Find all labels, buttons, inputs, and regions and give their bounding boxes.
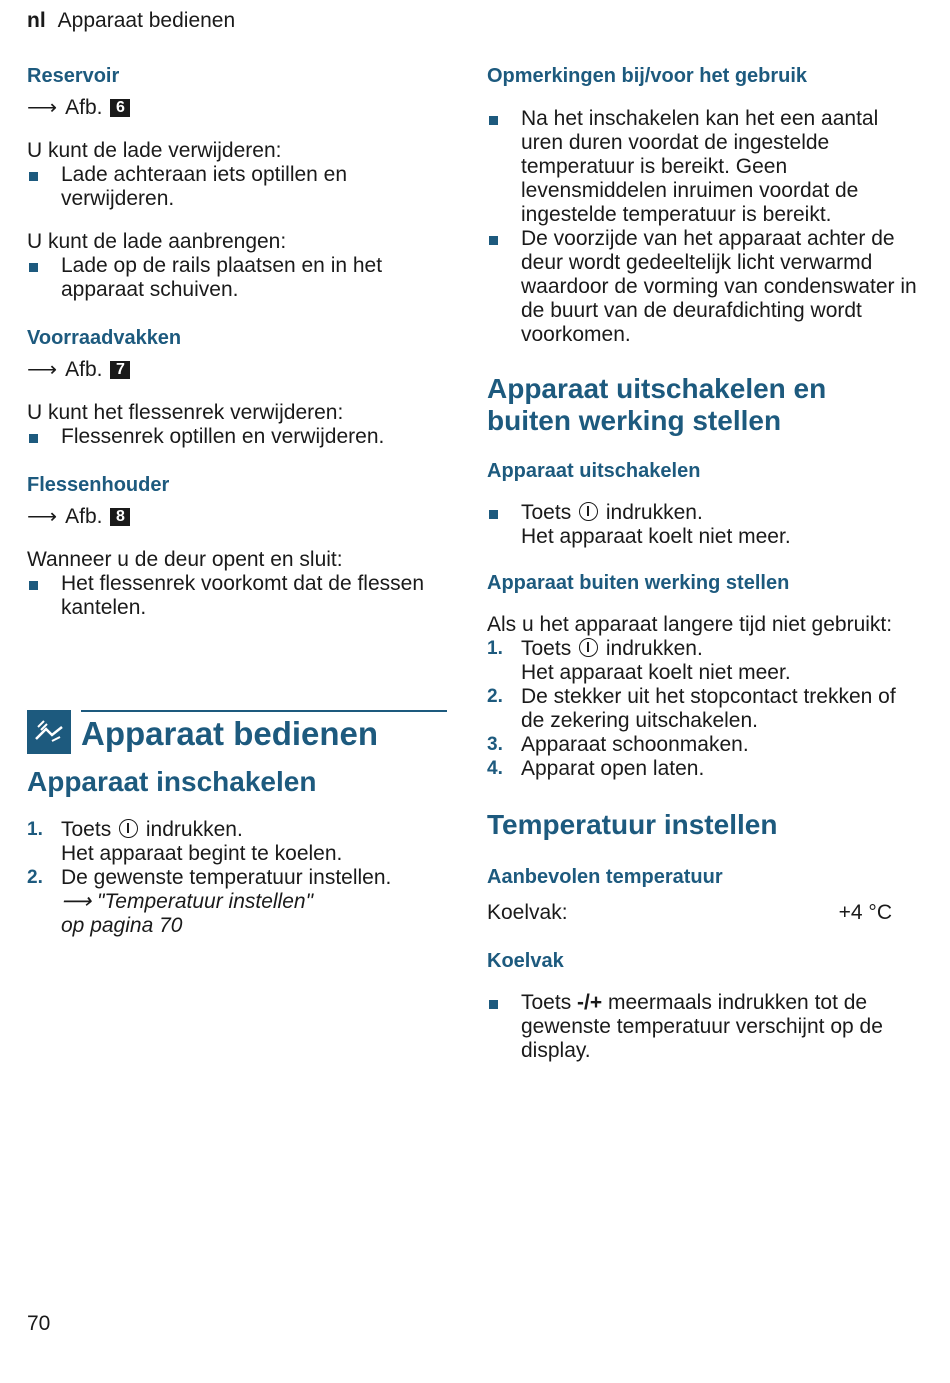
voorraad-heading: Voorraadvakken (27, 327, 182, 349)
decommission-steps (487, 637, 917, 781)
switch-on-steps (27, 818, 447, 938)
right-column (487, 62, 917, 1063)
list-item: 2. De stekker uit het stopcontact trekken of de zekering uitschakelen. (487, 685, 896, 732)
bullet-icon (489, 116, 498, 125)
koelvak-heading: Koelvak (487, 950, 564, 972)
power-icon (579, 638, 598, 657)
insert-intro: U kunt de lade aanbrengen: (27, 230, 287, 253)
sub2-intro: Als u het apparaat langere tijd niet gebruikt: (487, 613, 893, 636)
fig-number: 6 (110, 99, 130, 117)
voorraad-intro: U kunt het flessenrek verwijderen: (27, 401, 344, 424)
koelvak-list (487, 991, 917, 1063)
figure-reference (27, 505, 447, 529)
list-item: 2. De gewenste temperatuur instellen. ⟶ "Temperatuur instellen" op pagina 70 (27, 866, 392, 937)
switch-off-list (487, 501, 917, 549)
notes-list (487, 107, 917, 347)
switch-off-sub2: Apparaat buiten werking stellen (487, 572, 790, 594)
reservoir-heading: Reservoir (27, 65, 120, 87)
figure-reference (27, 358, 447, 382)
flessen-heading: Flessenhouder (27, 474, 170, 496)
remove-intro: U kunt de lade verwijderen: (27, 139, 282, 162)
fig-prefix: Afb. (65, 96, 103, 119)
section-header (27, 710, 447, 754)
voorraad-list (27, 425, 447, 449)
language-code: nl (27, 9, 46, 32)
arrow-right-icon: ⟶ (27, 96, 58, 119)
list-item: Lade op de rails plaatsen en in het apparaat schuiven. (27, 254, 447, 302)
insert-list (27, 254, 447, 302)
list-item: 1. Toets indrukken. Het apparaat koelt niet meer. (487, 637, 791, 684)
page-number: 70 (27, 1312, 51, 1335)
list-item: 3. Apparaat schoonmaken. (487, 733, 749, 756)
arrow-right-icon: ⟶ (27, 358, 58, 381)
section-title: Apparaat bedienen (81, 715, 379, 752)
list-item: Het flessenrek voorkomt dat de flessen kantelen. (27, 572, 447, 620)
list-item: Na het inschakelen kan het een aantal uren duren voordat de ingestelde temperatuur is bereikt. Geen levensmiddelen inruimen voordat de ingestelde temperatuur is bereikt. (487, 107, 917, 227)
list-item: Toets indrukken. Het apparaat koelt niet meer. (487, 501, 917, 549)
switch-off-sub1: Apparaat uitschakelen (487, 460, 701, 482)
temp-title: Temperatuur instellen (487, 809, 778, 840)
list-item: De voorzijde van het apparaat achter de deur wordt gedeeltelijk licht verwarmd waardoor de vorming van condenswater in de buurt van de deurafdichting wordt voorkomen. (487, 227, 917, 347)
figure-reference (27, 96, 447, 120)
bullet-icon (29, 172, 38, 181)
hand-operate-icon (27, 710, 71, 754)
notes-heading: Opmerkingen bij/voor het gebruik (487, 65, 808, 87)
switch-off-title: Apparaat uitschakelen en buiten werking stellen (487, 373, 827, 436)
row-label: Koelvak: (487, 901, 568, 924)
fig-prefix: Afb. (65, 358, 103, 381)
bullet-icon (29, 434, 38, 443)
fig-number: 8 (110, 508, 130, 526)
header-title: Apparaat bedienen (57, 9, 236, 32)
bullet-icon (489, 1000, 498, 1009)
flessen-intro: Wanneer u de deur opent en sluit: (27, 548, 343, 571)
list-item: 4. Apparat open laten. (487, 757, 705, 780)
key-label: -/+ (577, 991, 603, 1014)
flessen-list (27, 572, 447, 620)
bullet-icon (489, 510, 498, 519)
cross-reference[interactable]: "Temperatuur instellen" (96, 890, 314, 913)
section-rule (81, 710, 447, 712)
page-header (27, 9, 235, 33)
row-value: +4 °C (838, 901, 892, 924)
list-item: Lade achteraan iets optillen en verwijderen. (27, 163, 447, 211)
list-item: 1. Toets indrukken. Het apparaat begint te koelen. (27, 818, 343, 865)
list-item: Flessenrek optillen en verwijderen. (27, 425, 447, 449)
temperature-row (487, 901, 892, 925)
power-icon (579, 502, 598, 521)
recommended-heading: Aanbevolen temperatuur (487, 866, 723, 888)
left-column (27, 62, 447, 938)
list-item: Toets -/+ meermaals indrukken tot de gewenste temperatuur verschijnt op de display. (487, 991, 917, 1063)
arrow-right-icon: ⟶ (27, 505, 58, 528)
fig-number: 7 (110, 361, 130, 379)
bullet-icon (29, 263, 38, 272)
bullet-icon (29, 581, 38, 590)
subsection-title: Apparaat inschakelen (27, 766, 317, 797)
arrow-right-icon: ⟶ (61, 890, 92, 913)
remove-list (27, 163, 447, 211)
fig-prefix: Afb. (65, 505, 103, 528)
power-icon (119, 819, 138, 838)
bullet-icon (489, 236, 498, 245)
